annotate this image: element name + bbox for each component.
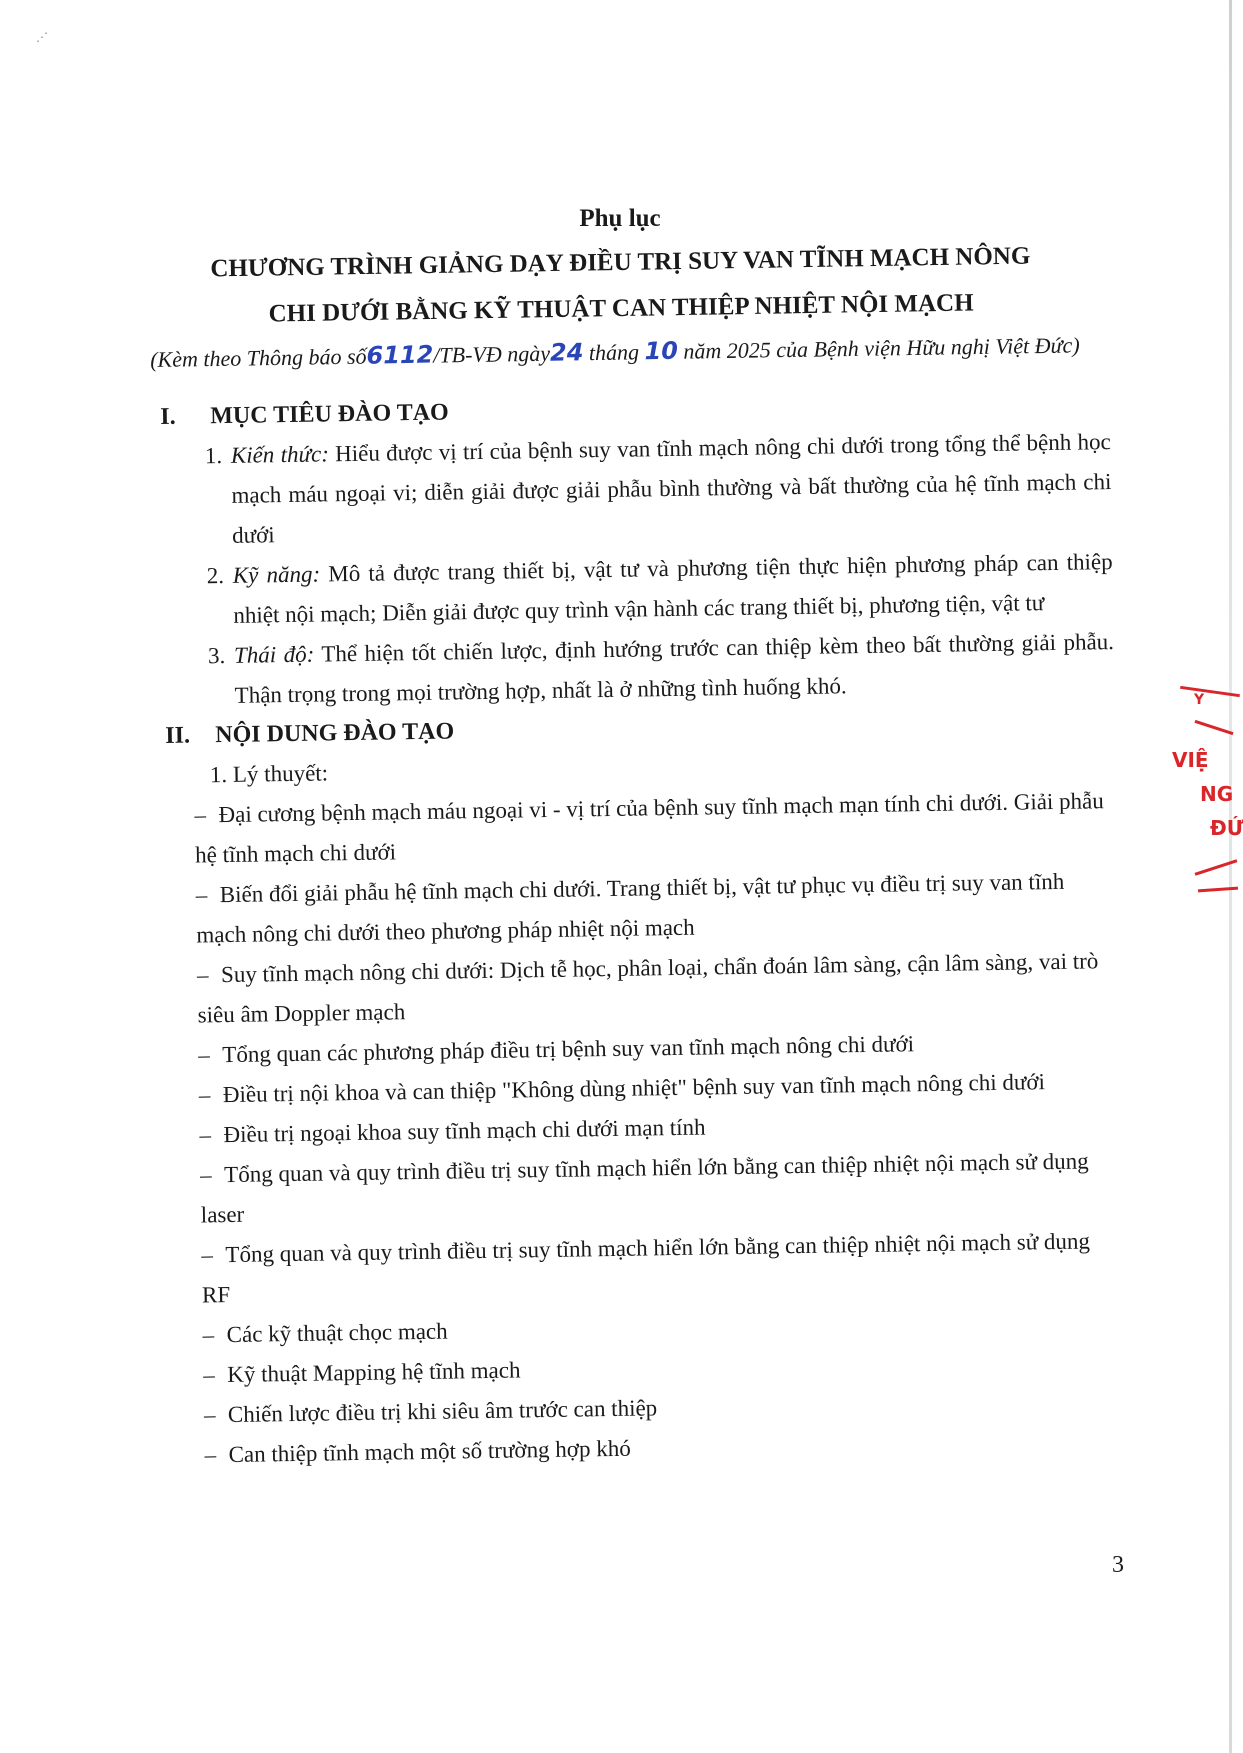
bullet-dash: – <box>195 882 208 908</box>
bullet-item <box>195 861 1118 955</box>
section-title: MỤC TIÊU ĐÀO TẠO <box>210 399 449 430</box>
bullet-item <box>197 941 1120 1035</box>
bullet-text: Tổng quan và quy trình điều trị suy tĩnh mạch hiển lớn bằng can thiệp nhiệt nội mạch sử dụng RF <box>201 1228 1091 1308</box>
objective-number: 2. <box>206 563 225 589</box>
objective-item <box>208 622 1115 716</box>
objective-number: 1. <box>204 443 223 469</box>
bullet-item <box>200 1141 1123 1235</box>
bullet-text: Tổng quan và quy trình điều trị suy tĩnh mạch hiển lớn bằng can thiệp nhiệt nội mạch sử dụng laser <box>200 1148 1089 1228</box>
stamp-text-3: NG <box>1200 782 1234 806</box>
section-title: NỘI DUNG ĐÀO TẠO <box>215 718 455 749</box>
subtitle-part4: năm 2025 của Bệnh viện Hữu nghị Việt Đức) <box>677 332 1080 364</box>
hospital-stamp-fragment <box>1172 690 1243 920</box>
bullet-dash: – <box>194 802 207 828</box>
objective-item <box>206 542 1113 636</box>
objective-label: Kỹ năng: <box>232 561 321 588</box>
scan-speck: ⋰ <box>36 30 48 44</box>
bullet-dash: – <box>196 962 209 988</box>
stamp-line <box>1198 887 1238 893</box>
subtitle-part3: tháng <box>583 339 645 366</box>
document-title-line2: CHI DƯỚI BẰNG KỸ THUẬT CAN THIỆP NHIỆT NỘI MẠCH <box>268 289 974 328</box>
subtitle-part2: /TB-VĐ ngày <box>433 340 551 368</box>
objective-text <box>231 422 1113 556</box>
bullet-text: Các kỹ thuật chọc mạch <box>226 1318 448 1348</box>
objective-text <box>234 622 1115 716</box>
bullet-item <box>194 781 1117 875</box>
subtitle-part1: (Kèm theo Thông báo số <box>150 343 367 372</box>
theory-subheading: 1. Lý thuyết: <box>209 760 329 788</box>
stamp-line <box>1195 720 1234 735</box>
bullet-dash: – <box>199 1122 212 1148</box>
objective-body: Thể hiện tốt chiến lược, định hướng trước can thiệp kèm theo bất thường giải phẫu. Thận trọng trong mọi trường hợp, nhất là ở những tình huống khó. <box>234 629 1115 708</box>
page-number: 3 <box>1112 1552 1124 1578</box>
section-number: I. <box>160 403 176 430</box>
objective-number: 3. <box>207 643 226 669</box>
objective-label: Thái độ: <box>233 641 315 668</box>
bullet-text: Chiến lược điều trị khi siêu âm trước can thiệp <box>227 1395 658 1428</box>
bullet-text: Can thiệp tĩnh mạch một số trường hợp khó <box>228 1435 631 1468</box>
bullet-dash: – <box>198 1042 210 1068</box>
bullet-text: Điều trị ngoại khoa suy tĩnh mạch chi dưới mạn tính <box>223 1114 706 1148</box>
objective-label: Kiến thức: <box>230 441 330 468</box>
bullet-text: Biến đổi giải phẫu hệ tĩnh mạch chi dưới. Trang thiết bị, vật tư phục vụ điều trị suy van tĩnh mạch nông chi dưới theo phương pháp nhiệt nội mạch <box>196 868 1065 948</box>
document-title <box>120 232 1121 340</box>
handwritten-notice-number: 6112 <box>366 340 434 370</box>
bullet-dash: – <box>199 1162 212 1188</box>
bullet-item <box>201 1221 1124 1315</box>
stamp-text-2: VIỆ <box>1172 748 1209 772</box>
bullet-dash: – <box>202 1322 215 1348</box>
bullet-text: Kỹ thuật Mapping hệ tĩnh mạch <box>227 1357 521 1388</box>
document-title-line1: CHƯƠNG TRÌNH GIẢNG DẠY ĐIỀU TRỊ SUY VAN TĨNH MẠCH NÔNG <box>210 242 1031 283</box>
bullet-text: Điều trị nội khoa và can thiệp "Không dùng nhiệt" bệnh suy van tĩnh mạch nông chi dưới <box>222 1069 1046 1108</box>
stamp-text-1: Y <box>1194 692 1205 708</box>
appendix-title: Phụ lục <box>579 205 661 232</box>
bullet-dash: – <box>203 1402 216 1428</box>
bullet-dash: – <box>198 1082 211 1108</box>
bullet-text: Suy tĩnh mạch nông chi dưới: Dịch tễ học, phân loại, chẩn đoán lâm sàng, cận lâm sàng, vai trò siêu âm Doppler mạch <box>197 948 1099 1028</box>
bullet-dash: – <box>201 1242 214 1268</box>
section-number: II. <box>165 722 191 749</box>
bullet-text: Đại cương bệnh mạch máu ngoại vi - vị trí của bệnh suy tĩnh mạch mạn tính chi dưới. Giải phẫu hệ tĩnh mạch chi dưới <box>194 788 1104 868</box>
document-body <box>160 385 1127 1476</box>
stamp-line <box>1195 859 1238 875</box>
objective-body: Hiểu được vị trí của bệnh suy van tĩnh mạch nông chi dưới trong tổng thể bệnh học mạch máu ngoại vi; diễn giải được giải phẫu bình thường và bất thường của hệ tĩnh mạch chi dưới <box>231 429 1112 548</box>
stamp-text-4: ĐỨ <box>1210 816 1243 840</box>
objective-text <box>232 542 1113 636</box>
objective-body: Mô tả được trang thiết bị, vật tư và phương tiện thực hiện phương pháp can thiệp nhiệt nội mạch; Diễn giải được quy trình vận hành các trang thiết bị, phương tiện, vật tư <box>233 549 1113 628</box>
bullet-dash: – <box>203 1362 216 1388</box>
handwritten-day: 24 <box>549 338 584 367</box>
bullet-text: Tổng quan các phương pháp điều trị bệnh suy van tĩnh mạch nông chi dưới <box>222 1031 915 1068</box>
bullet-dash: – <box>204 1442 217 1468</box>
handwritten-month: 10 <box>644 336 679 366</box>
objective-item <box>205 422 1113 556</box>
